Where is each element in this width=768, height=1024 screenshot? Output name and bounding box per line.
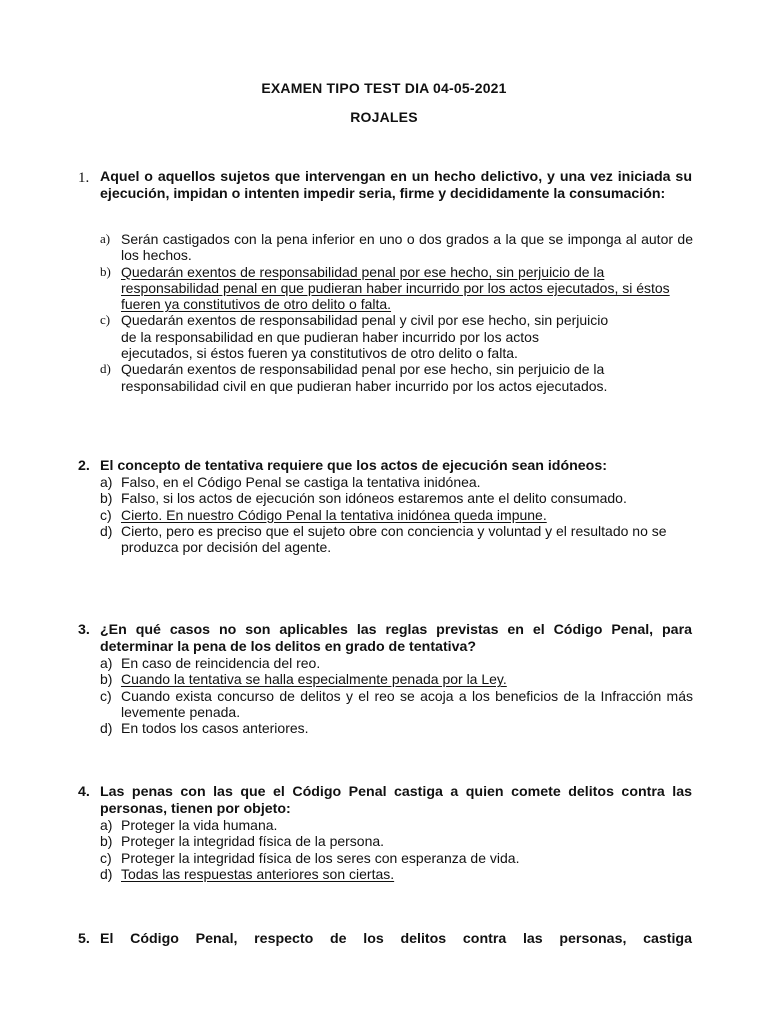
option-4c bbox=[100, 850, 693, 866]
option-label: a) bbox=[100, 655, 113, 671]
option-2c-correct bbox=[100, 507, 693, 523]
question-3-text: ¿En qué casos no son aplicables las reglas previstas en el Código Penal, para determinar la pena de los delitos en grado de tentativa? bbox=[100, 622, 692, 655]
option-4b bbox=[100, 833, 693, 849]
option-1c bbox=[100, 312, 693, 361]
document-subtitle: ROJALES bbox=[350, 109, 418, 125]
document-title: EXAMEN TIPO TEST DIA 04-05-2021 bbox=[261, 80, 507, 96]
option-label: d) bbox=[100, 865, 113, 882]
option-text: Quedarán exentos de responsabilidad penal por ese hecho, sin perjuicio de la responsabilidad civil en que pudieran haber incurrido por los actos ejecutados. bbox=[121, 361, 608, 394]
question-5-number: 5. bbox=[78, 931, 90, 947]
question-4-options bbox=[100, 817, 693, 882]
question-4-text: Las penas con las que el Código Penal castiga a quien comete delitos contra las personas, tienen por objeto: bbox=[100, 784, 692, 817]
option-text: Falso, en el Código Penal se castiga la tentativa inidónea. bbox=[121, 474, 481, 490]
option-text: Serán castigados con la pena inferior en uno o dos grados a la que se imponga al autor de los hechos. bbox=[121, 231, 693, 264]
question-1-options bbox=[100, 231, 693, 394]
option-label: a) bbox=[100, 474, 113, 490]
question-2-number: 2. bbox=[78, 458, 90, 474]
option-label: c) bbox=[100, 312, 111, 328]
option-2b bbox=[100, 490, 693, 506]
option-text: En caso de reincidencia del reo. bbox=[121, 655, 321, 671]
option-text: Proteger la integridad física de los seres con esperanza de vida. bbox=[121, 849, 520, 866]
option-4d-correct bbox=[100, 866, 693, 882]
option-label: a) bbox=[100, 231, 111, 246]
option-label: c) bbox=[100, 687, 112, 704]
option-label: d) bbox=[100, 720, 113, 737]
question-1-text: Aquel o aquellos sujetos que intervengan en un hecho delictivo, y una vez iniciada su ejecución, impidan o intenten impedir seria, firme y decididamente la consumación: bbox=[100, 169, 692, 202]
option-text-underlined: Cuando la tentativa se halla especialmente penada por la Ley. bbox=[121, 671, 507, 688]
option-1a bbox=[100, 231, 693, 264]
option-label: c) bbox=[100, 506, 112, 523]
option-1b-correct bbox=[100, 264, 693, 313]
option-2d bbox=[100, 523, 693, 556]
option-3a bbox=[100, 655, 693, 671]
option-3b-correct bbox=[100, 671, 693, 687]
question-3-number: 3. bbox=[78, 622, 90, 638]
option-1d bbox=[100, 361, 693, 394]
option-label: d) bbox=[100, 361, 111, 377]
option-2a bbox=[100, 474, 693, 490]
question-2-text: El concepto de tentativa requiere que los actos de ejecución sean idóneos: bbox=[100, 458, 607, 474]
option-text: En todos los casos anteriores. bbox=[121, 720, 309, 737]
option-label: a) bbox=[100, 817, 113, 833]
option-text: Proteger la vida humana. bbox=[121, 817, 278, 833]
option-3d bbox=[100, 720, 693, 736]
option-label: b) bbox=[100, 671, 113, 688]
question-3-options bbox=[100, 655, 693, 736]
option-text: Cuando exista concurso de delitos y el reo se acoja a los beneficios de la Infracción más levemente penada. bbox=[121, 687, 693, 720]
option-label: d) bbox=[100, 522, 113, 539]
option-text: Cierto, pero es preciso que el sujeto obre con conciencia y voluntad y el resultado no se produzca por decisión del agente. bbox=[121, 522, 667, 556]
question-1-number: 1. bbox=[78, 170, 90, 186]
question-2-options bbox=[100, 474, 693, 555]
question-4-number: 4. bbox=[78, 784, 90, 800]
option-label: c) bbox=[100, 849, 112, 866]
option-text: Quedarán exentos de responsabilidad penal y civil por ese hecho, sin perjuicio de la responsabilidad en que pudieran haber incurrido por los actos ejecutados, si éstos fueren ya constitutivos de otro delito o falta. bbox=[121, 312, 609, 362]
option-text-underlined: Quedarán exentos de responsabilidad penal por ese hecho, sin perjuicio de la responsabilidad penal en que pudieran haber incurrido por los actos ejecutados, si éstos fueren ya constitutivos de otro delito o falta. bbox=[121, 263, 670, 313]
option-text: Falso, si los actos de ejecución son idóneos estaremos ante el delito consumado. bbox=[121, 490, 627, 507]
question-5-text: El Código Penal, respecto de los delitos contra las personas, castiga bbox=[100, 931, 692, 947]
option-label: b) bbox=[100, 263, 111, 279]
option-text-underlined: Cierto. En nuestro Código Penal la tentativa inidónea queda impune. bbox=[121, 506, 547, 523]
option-3c bbox=[100, 688, 693, 721]
option-label: b) bbox=[100, 490, 113, 507]
option-text: Proteger la integridad física de la persona. bbox=[121, 833, 385, 850]
option-text-underlined: Todas las respuestas anteriores son ciertas. bbox=[121, 865, 395, 882]
option-4a bbox=[100, 817, 693, 833]
option-label: b) bbox=[100, 833, 113, 850]
